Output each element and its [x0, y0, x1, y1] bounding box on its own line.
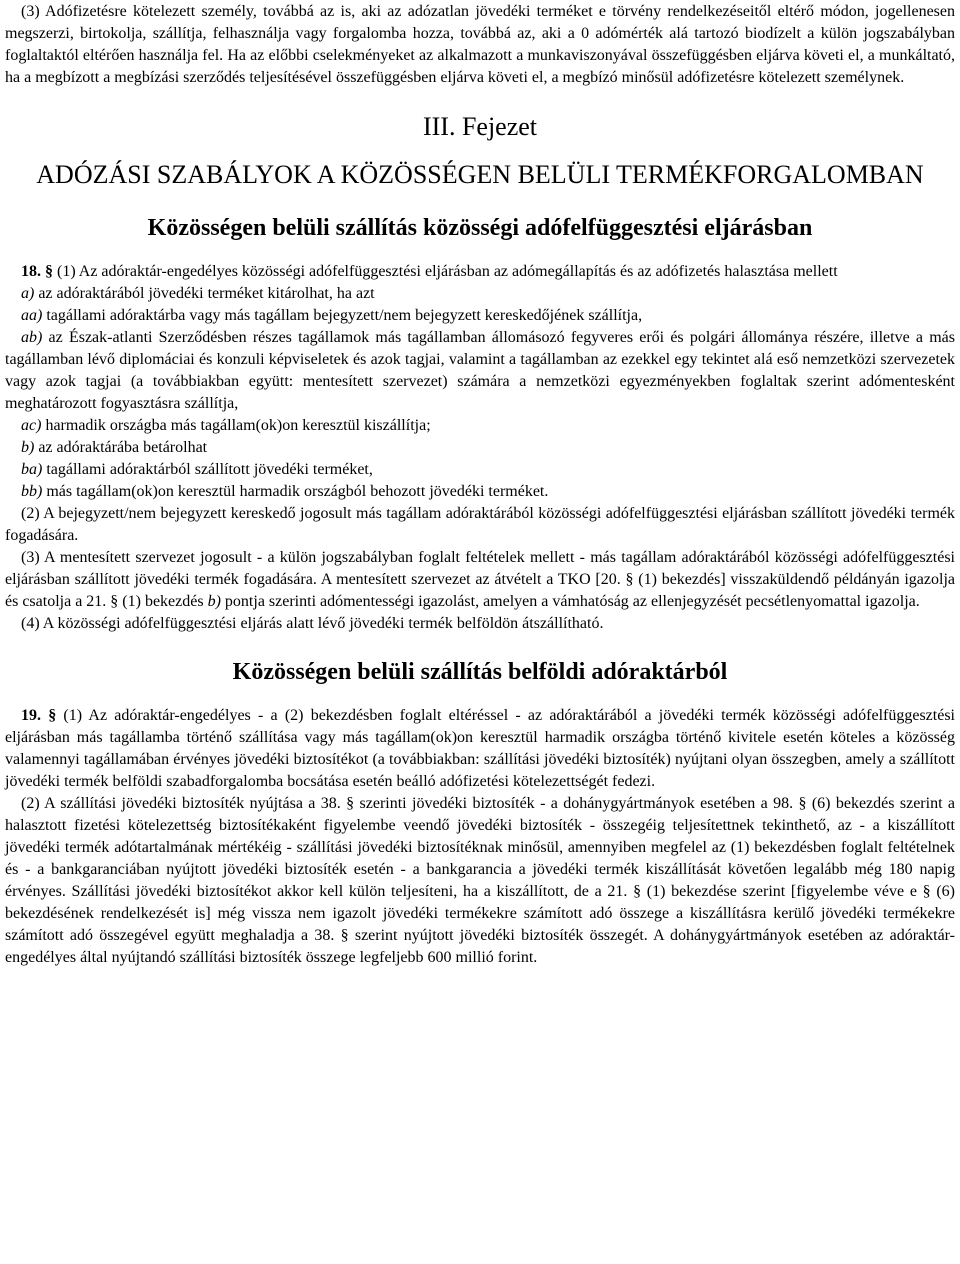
point-aa-label: aa) [21, 307, 43, 324]
point-ab-label: ab) [21, 329, 43, 346]
point-a-label: a) [21, 285, 35, 302]
point-ba-label: ba) [21, 461, 43, 478]
point-ba-text: tagállami adóraktárból szállított jövedéki terméket, [42, 461, 373, 478]
point-b-label: b) [21, 439, 35, 456]
point-ac-label: ac) [21, 417, 42, 434]
section-18-heading: Közösségen belüli szállítás közösségi adófelfüggesztési eljárásban [147, 215, 813, 241]
section-19-paragraph-2: (2) A szállítási jövedéki biztosíték nyújtása a 38. § szerinti jövedéki biztosíték - a dohánygyártmányok esetében a 98. § (6) bekezdés szerint a halasztott fizetési kötelezettség biztosítékaként figyelembe veendő jövedéki biztosíték - összegéig teljesítettnek tekinthető, az - a kiszállított jövedéki termék adótartalmának mértékéig - szállítási jövedéki biztosítéknak minősül, amennyiben megfelel az (1) bekezdésben foglalt feltételnek és - a bankgaranciában nyújtott jövedéki biztosíték esetén - a bankgarancia a jövedéki termék kiszállítását követően legalább még 180 napig érvényes. Szállítási jövedéki biztosítékot akkor kell külön teljesíteni, ha a kiszállított, de a 21. § (1) bekezdése szerint [figyelembe véve e § (6) bekezdésének rendelkezését is] még vissza nem igazolt jövedéki termékekre számított adó összege a kiszállításra kerülő jövedéki termékekre számított adó összegével együtt meghaladja a 38. § szerint nyújtott jövedéki biztosíték összegét. A dohánygyártmányok esetében az adóraktár-engedélyes által nyújtandó szállítási biztosíték összege legfeljebb 600 millió forint. [5, 795, 955, 966]
section-18-number: 18. § [21, 263, 53, 280]
section-18-paragraph-2: (2) A bejegyzett/nem bejegyzett kereskedő jogosult más tagállam adóraktárából közösségi adófelfüggesztési eljárásban szállított jövedéki termék fogadására. [5, 505, 955, 544]
section-19-paragraph-1-text: (1) Az adóraktár-engedélyes - a (2) bekezdésben foglalt eltéréssel - az adóraktárából a jövedéki termék közösségi adófelfüggesztési eljárásban más tagállamba történő szállítása vagy más tagállam(ok)on keresztül harmadik országba történő kivitele esetén köteles a közösség valamennyi tagállamában érvényes jövedéki biztosítékot (a továbbiakban: szállítási jövedéki biztosíték) nyújtani olyan összegben, amely a szállított jövedéki termék belföldi szabadforgalomba bocsátása esetén beálló adófizetési kötelezettségét fedezi. [5, 707, 956, 790]
intro-paragraph: (3) Adófizetésre kötelezett személy, továbbá az is, aki az adózatlan jövedéki terméket e törvény rendelkezéseitől eltérő módon, jogellenesen megszerzi, birtokolja, szállítja, felhasználja vagy forgalomba hozza, továbbá az, aki a 0 adómérték alá tartozó biodízelt a külön jogszabályban foglaltaktól eltérően használja fel. Ha az előbbi cselekményeket az alkalmazott a munkaviszonyával összefüggésben eljárva követi el, a munkáltató, ha a megbízott a megbízási szerződés teljesítésével összefüggésben eljárva követi el, a megbízó minősül adófizetésre kötelezett személynek. [5, 3, 955, 86]
chapter-title: ADÓZÁSI SZABÁLYOK A KÖZÖSSÉGEN BELÜLI TERMÉKFORGALOMBAN [36, 160, 924, 189]
point-bb [5, 481, 955, 503]
chapter-number: III. Fejezet [422, 112, 538, 141]
section-18-paragraph-1 [5, 261, 955, 283]
point-aa [5, 305, 955, 327]
section-18-paragraph-4: (4) A közösségi adófelfüggesztési eljárás alatt lévő jövedéki termék belföldön átszállítható. [21, 615, 604, 632]
point-ac [5, 415, 955, 437]
point-a [5, 283, 955, 305]
point-b-text: az adóraktárába betárolhat [34, 439, 208, 456]
section-18-paragraph-3-italic: b) [207, 593, 221, 610]
section-18-paragraph-3 [5, 547, 955, 613]
point-b [5, 437, 955, 459]
point-aa-text: tagállami adóraktárba vagy más tagállam bejegyzett/nem bejegyzett kereskedőjének szállítja, [42, 307, 643, 324]
point-ab [5, 327, 955, 415]
section-19-heading: Közösségen belüli szállítás belföldi adóraktárból [232, 659, 728, 685]
point-bb-text: más tagállam(ok)on keresztül harmadik országból behozott jövedéki terméket. [42, 483, 549, 500]
section-19-paragraph-1 [5, 705, 955, 793]
point-ac-text: harmadik országba más tagállam(ok)on keresztül kiszállítja; [41, 417, 431, 434]
section-18-paragraph-3-text-1: (3) A mentesített szervezet jogosult - a külön jogszabályban foglalt feltételek mellett - más tagállam adóraktárából közösségi adófelfüggesztési eljárásban szállított jövedéki termék fogadására. A mentesített szervezet az átvételt a TKO [20. § (1) bekezdés] visszaküldendő példányán igazolja és csatolja a 21. § (1) bekezdés [5, 549, 955, 610]
point-a-text: az adóraktárából jövedéki terméket kitárolhat, ha azt [34, 285, 375, 302]
section-18-paragraph-3-text-2: pontja szerinti adómentességi igazolást, amelyen a vámhatóság az ellenjegyzését pecsétlenyomattal igazolja. [220, 593, 920, 610]
point-ba [5, 459, 955, 481]
point-ab-text: az Észak-atlanti Szerződésben részes tagállamok más tagállamban állomásozó fegyveres erői és polgári állománya részére, illetve a más tagállamban lévő diplomáciai és konzuli képviseletek és azok tagjai, valamint a tagállamban az ezekkel egy tekintet alá eső nemzetközi szervezetek vagy azok tagjai (a továbbiakban együtt: mentesített szervezet) számára a nemzetközi egyezményekben foglaltak szerint adómentesként meghatározott fogyasztásra szállítja, [5, 329, 955, 412]
section-19-number: 19. § [21, 707, 57, 724]
point-bb-label: bb) [21, 483, 43, 500]
section-18-paragraph-1-text: (1) Az adóraktár-engedélyes közösségi adófelfüggesztési eljárásban az adómegállapítás és az adófizetés halasztása mellett [53, 263, 838, 280]
